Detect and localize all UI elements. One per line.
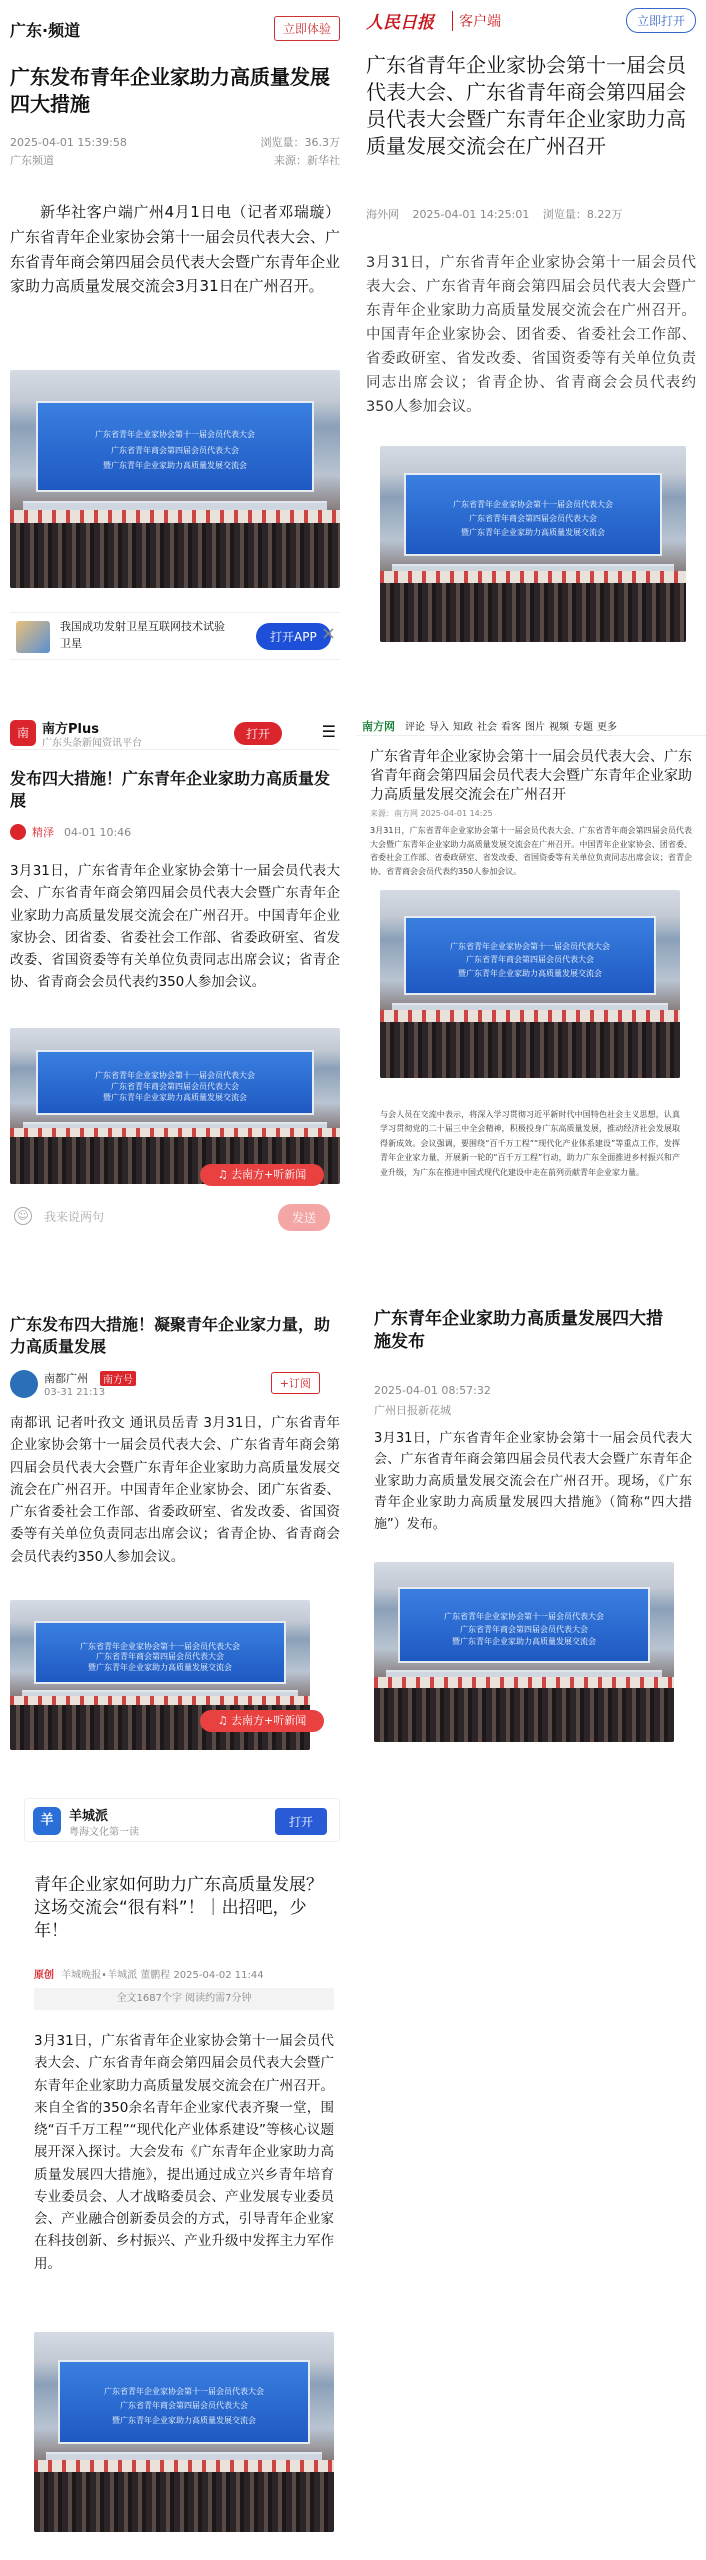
screen-text-line: 广东省青年企业家协会第十一届会员代表大会 [104,2387,264,2396]
screen-text-line: 暨广东青年企业家助力高质量发展交流会 [88,1662,232,1672]
brand-sub: 客户端 [452,11,501,31]
conference-photo [380,446,686,642]
open-app-button[interactable]: 打开 [234,722,282,745]
stage-screen [36,1050,313,1116]
article-panel-nandu [0,1304,350,1774]
stage-screen [404,916,656,995]
seat-rows [380,571,686,583]
author-name: 精泽 [32,826,54,839]
screen-text-line: 暨广东青年企业家助力高质量发展交流会 [103,461,247,471]
stage-screen [398,1587,650,1663]
view-count: 浏览量：36.3万 [260,136,340,149]
avatar [10,1370,38,1398]
app-logo: 羊 [33,1807,61,1835]
ad-text: 我国成功发射卫星互联网技术试验卫星 [60,620,225,650]
open-app-button[interactable]: 立即打开 [626,8,696,33]
listen-news-button[interactable] [200,1164,324,1186]
close-icon[interactable]: × [320,623,336,644]
brand-label: 羊城派 [69,1809,109,1824]
article-body: 3月31日，广东省青年企业家协会第十一届会员代表大会、广东省青年商会第四届会员代表大会暨广东青年企业家助力高质量发展交流会在广州召开。现场，《广东青年企业家助力高质量发展四大措施》（简称“四大措施”）发布。 [374,1431,692,1532]
screen-text-line: 广东省青年企业家协会第十一届会员代表大会 [95,429,255,439]
screen-text-line: 暨广东青年企业家助力高质量发展交流会 [458,968,602,978]
screen-text-line: 广东省青年商会第四届会员代表大会 [460,1624,588,1634]
article-meta [10,824,340,840]
brand-logo: 人民日报 [366,13,434,33]
article-body: 3月31日，广东省青年企业家协会第十一届会员代表大会、广东省青年商会第四届会员代表大会暨广东青年企业家助力高质量发展交流会在广州召开。来自全省的350余名青年企业家代表齐聚一堂，围绕“百千万工程”“现代化产业体系建设”等核心议题展开深入探讨。大会发布《广东青年企业家助力高质量发展四大措施》，提出通过成立兴乡青年培育专业委员会、人才战略委员会、产业发展专业委员会、产业融合创新委员会的方式，引导青年企业家在科技创新、乡村振兴、产业升级中发挥主力军作用。 [34,2033,334,2272]
app-header [10,14,340,42]
screen-text-line: 广东省青年企业家协会第十一届会员代表大会 [444,1611,604,1621]
listen-news-button[interactable] [200,1710,324,1732]
nav-item[interactable]: 评论 [405,722,425,733]
author-badge: 南方号 [100,1371,136,1386]
article-panel-gzdaily [356,1304,706,1774]
publish-date: 03-31 21:13 [44,1387,106,1398]
brand-sub: 广东头条新闻资讯平台 [42,738,142,749]
brand-label: 广东·频道 [10,21,81,40]
article-title: 广东省青年企业家协会第十一届会员代表大会、广东省青年商会第四届会员代表大会暨广东青年企业家助力高质量发展交流会在广州召开 [370,749,692,803]
stage-screen [404,473,661,555]
article-body: 3月31日，广东省青年企业家协会第十一届会员代表大会、广东省青年商会第四届会员代表大会暨广东青年企业家助力高质量发展交流会在广州召开。中国青年企业家协会、团省委、省委社会工作部、省委政研室、省发改委、省国资委等有关单位负责同志出席会议；省青企协、省青商会会员代表约350人参加会议。 [370,826,692,876]
brand-label: 南方Plus [42,722,99,737]
article-title: 广东发布青年企业家助力高质量发展四大措施 [10,65,330,116]
reading-stats: 全文1687个字 阅读约需7分钟 [34,1988,334,2010]
nav-item[interactable]: 知政 [453,722,473,733]
audience [10,523,340,588]
conference-photo [374,1562,674,1742]
article-title: 广东青年企业家助力高质量发展四大措施发布 [374,1309,663,1352]
article-body: 3月31日，广东省青年企业家协会第十一届会员代表大会、广东省青年商会第四届会员代表大会暨广东青年企业家助力高质量发展交流会在广州召开。中国青年企业家协会、团省委、省委社会工作部、省委政研室、省发改委、省国资委等有关单位负责同志出席会议；省青企协、省青商会会员代表约350人参加会议。 [366,255,696,415]
seat-rows [10,1128,340,1137]
seat-rows [10,1696,310,1705]
open-app-button[interactable]: 立即体验 [274,16,340,41]
screen-text-line: 广东省青年商会第四届会员代表大会 [96,1652,224,1662]
channel-label: 广东频道 [10,153,54,167]
publish-date: 2025-04-01 15:39:58 [10,136,127,149]
nav-item[interactable]: 导入 [429,722,449,733]
nav-item[interactable]: 看客 [501,722,521,733]
article-panel-yangchengpai [0,1794,350,2560]
ad-banner[interactable] [10,612,340,660]
seat-rows [10,510,340,523]
avatar [10,824,26,840]
app-header [24,1798,340,1842]
original-badge: 原创 [34,1970,54,1981]
article-title: 发布四大措施！广东青年企业家助力高质量发展 [10,769,331,810]
comment-bar [10,1200,340,1234]
publish-date: 04-01 10:46 [64,825,132,839]
screen-text-line: 广东省青年商会第四届会员代表大会 [469,514,597,524]
conference-photo [10,370,340,588]
send-button[interactable]: 发送 [278,1204,330,1231]
publish-date: 2025-04-01 14:25:01 [412,208,530,221]
app-header [366,6,696,36]
audience [380,1022,680,1078]
source-label: 来源：新华社 [274,153,340,167]
screen-text-line: 广东省青年商会第四届会员代表大会 [111,1082,239,1092]
stage-screen [34,1621,286,1684]
article-panel-nanfang-plus [0,712,350,1282]
article-body: 3月31日，广东省青年企业家协会第十一届会员代表大会、广东省青年商会第四届会员代表大会暨广东青年企业家助力高质量发展交流会在广州召开。中国青年企业家协会、团省委、省委社会工作部、省委政研室、省发改委、省国资委等有关单位负责同志出席会议；省青企协、省青商会会员代表约350人参加会议。 [10,863,340,991]
screen-text-line: 暨广东青年企业家助力高质量发展交流会 [452,1637,596,1647]
nav-item[interactable]: 专题 [573,722,593,733]
headphone-icon: ♫ [217,1714,232,1727]
seat-rows [34,2460,334,2472]
audience [34,2472,334,2532]
seat-rows [374,1677,674,1688]
nav-item[interactable]: 图片 [525,722,545,733]
article-title: 广东发布四大措施！凝聚青年企业家力量，助力高质量发展 [10,1315,331,1356]
article-meta: 来源：南方网 2025-04-01 14:25 [370,809,493,818]
author-row [10,1368,340,1402]
ad-thumbnail [16,621,50,653]
seat-rows [380,1010,680,1021]
app-header [10,716,340,750]
listen-news-label: 去南方+听新闻 [231,1168,307,1181]
view-count: 浏览量：8.22万 [542,208,623,221]
article-body: 新华社客户端广州4月1日电（记者邓瑞璇）广东省青年企业家协会第十一届会员代表大会、广东省青年商会第四届会员代表大会暨广东青年企业家助力高质量发展交流会3月31日在广州召开。 [10,203,341,296]
open-app-button[interactable]: 打开APP [256,623,331,650]
brand-sub: 粤海文化第一读 [69,1827,139,1838]
blank-area [356,1794,706,2560]
article-panel-southcn [356,712,706,1282]
emoji-icon[interactable]: ☺ [14,1207,32,1225]
article-panel-peoples-daily [356,0,706,690]
screen-text-line: 暨广东青年企业家助力高质量发展交流会 [461,528,605,538]
audience [374,1688,674,1742]
article-body: 南都讯 记者叶孜文 通讯员岳青 3月31日，广东省青年企业家协会第十一届会员代表大会、广东省青年商会第四届会员代表大会暨广东青年企业家助力高质量发展交流会在广州召开。中国青年企业家协会、团广东省委、广东省委社会工作部、省委政研室、省发改委、省国资委等有关单位负责同志出席会议；省青企协、省青商会会员代表约350人参加会议。 [10,1415,340,1565]
site-logo: 南方网 [362,719,395,733]
source-label: 广州日报新花城 [374,1404,451,1417]
screen-text-line: 广东省青年商会第四届会员代表大会 [120,2401,248,2411]
article-title: 青年企业家如何助力广东高质量发展？这场交流会“很有料”！｜出招吧，少年！ [34,1875,323,1941]
open-app-button[interactable]: 打开 [275,1808,327,1835]
article-meta [34,1966,334,1981]
source-label: 海外网 [366,208,399,221]
listen-news-label: 去南方+听新闻 [231,1714,307,1727]
publish-date: 2025-04-01 08:57:32 [374,1384,491,1397]
headphone-icon: ♫ [217,1168,232,1181]
screen-text-line: 暨广东青年企业家助力高质量发展交流会 [103,1093,247,1103]
subscribe-button[interactable]: +订阅 [271,1372,320,1394]
screen-text-line: 广东省青年企业家协会第十一届会员代表大会 [450,941,610,951]
stage-screen [58,2360,310,2444]
menu-icon[interactable]: ☰ [321,722,336,741]
nav-item[interactable]: 社会 [477,722,497,733]
screen-text-line: 广东省青年商会第四届会员代表大会 [111,445,239,455]
article-meta [366,206,696,222]
audience [380,583,686,642]
article-title: 广东省青年企业家协会第十一届会员代表大会、广东省青年商会第四届会员代表大会暨广东青年企业家助力高质量发展交流会在广州召开 [366,53,686,158]
conference-photo [10,1028,340,1184]
site-header [356,716,706,736]
byline: 羊城晚报•羊城派 董鹏程 2025-04-02 11:44 [61,1970,264,1981]
nav-item[interactable]: 更多 [597,722,617,733]
conference-photo [34,2332,334,2532]
screen-text-line: 广东省青年企业家协会第十一届会员代表大会 [95,1071,255,1081]
article-panel-xinhua [0,0,350,690]
author-name: 南都广州 [44,1372,88,1385]
screen-text-line: 暨广东青年企业家助力高质量发展交流会 [112,2415,256,2425]
conference-photo [380,890,680,1078]
screen-text-line: 广东省青年企业家协会第十一届会员代表大会 [453,499,613,509]
comment-input[interactable]: 我来说两句 [44,1210,105,1224]
stage-screen [36,401,313,493]
article-meta [10,134,340,169]
nav-item[interactable]: 视频 [549,722,569,733]
screen-text-line: 广东省青年企业家协会第十一届会员代表大会 [80,1641,240,1651]
screen-text-line: 广东省青年商会第四届会员代表大会 [466,955,594,965]
article-body: 与会人员在交流中表示，将深入学习贯彻习近平新时代中国特色社会主义思想，认真学习贯彻党的二十届三中全会精神，积极投身广东高质量发展，推动经济社会发展取得新成效。会议强调，要围绕“百千万工程”“现代化产业体系建设”等重点工作，发挥青年企业家力量，开展新一轮的“百千万工程”行动，助力广东全面推进乡村振兴和产业升级，为广东在推进中国式现代化建设中走在前列贡献青年企业家力量。 [380,1110,680,1177]
app-logo: 南 [10,720,36,746]
